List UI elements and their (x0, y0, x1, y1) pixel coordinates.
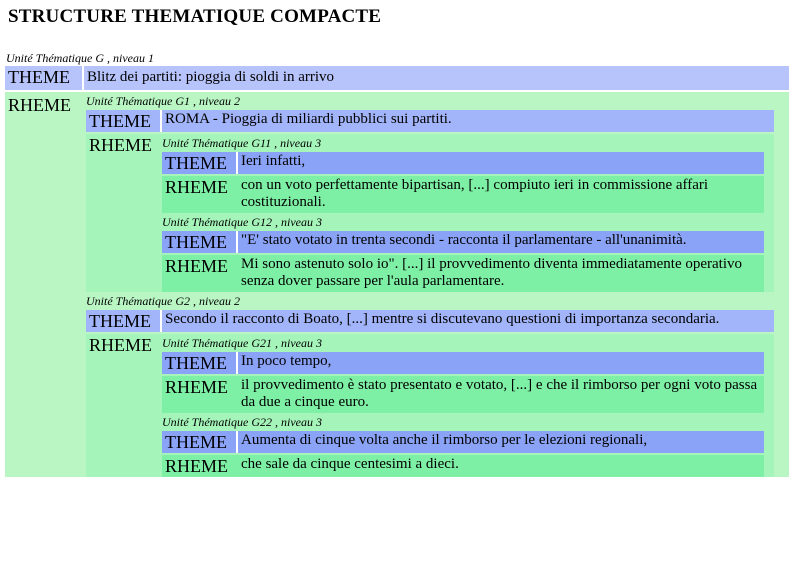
theme-keyword: THEME (86, 310, 162, 332)
page-title: STRUCTURE THEMATIQUE COMPACTE (8, 6, 382, 27)
unit-g2-theme-row (86, 310, 774, 332)
theme-keyword: THEME (86, 110, 162, 132)
unit-g12-rheme-row (162, 255, 764, 292)
unit-g11-label: Unité Thématique G11 , niveau 3 (162, 136, 322, 150)
unit-g1-label: Unité Thématique G1 , niveau 2 (86, 94, 240, 108)
unit-g1-theme-row (86, 110, 774, 132)
unit-g-rheme-content (84, 92, 789, 477)
unit-g11-rheme-text: con un voto perfettamente bipartisan, [...] compiuto ieri in commissione affari costituzionali. (241, 177, 709, 210)
unit-g21-label: Unité Thématique G21 , niveau 3 (162, 336, 322, 350)
theme-keyword: THEME (162, 352, 238, 374)
rheme-keyword: RHEME (89, 135, 152, 155)
unit-g22-rheme-text: che sale da cinque centesimi a dieci. (241, 456, 459, 472)
unit-g12-label: Unité Thématique G12 , niveau 3 (162, 215, 322, 229)
unit-g1-rheme-row (86, 134, 774, 292)
unit-g12-theme-row (162, 231, 764, 253)
unit-g1-rheme-content (162, 134, 774, 292)
unit-g21-theme-text: In poco tempo, (241, 353, 332, 369)
theme-keyword: THEME (162, 431, 238, 453)
unit-g12-theme-text: "E' stato votato in trenta secondi - racconta il parlamentare - all'unanimità. (241, 232, 687, 248)
rheme-keyword: RHEME (165, 456, 228, 476)
unit-g21-rheme-row (162, 376, 764, 413)
unit-g22-label: Unité Thématique G22 , niveau 3 (162, 415, 322, 429)
unit-g2-rheme-row (86, 334, 774, 477)
unit-g21-rheme-text: il provvedimento è stato presentato e votato, [...] e che il rimborso per ogni voto passa da due a cinque euro. (241, 377, 758, 410)
unit-g2-label: Unité Thématique G2 , niveau 2 (86, 294, 240, 308)
unit-g-theme-text: Blitz dei partiti: pioggia di soldi in arrivo (87, 69, 335, 85)
unit-g-theme-row (5, 66, 789, 90)
theme-keyword: THEME (162, 231, 238, 253)
rheme-keyword: RHEME (165, 177, 228, 197)
unit-g22-theme-row (162, 431, 764, 453)
unit-g11-rheme-row (162, 176, 764, 213)
unit-g21-theme-row (162, 352, 764, 374)
unit-g (5, 51, 789, 477)
unit-g11-theme-text: Ieri infatti, (241, 153, 306, 169)
unit-g1-theme-text: ROMA - Pioggia di miliardi pubblici sui partiti. (165, 111, 452, 127)
unit-g2-rheme-content (162, 334, 774, 477)
theme-keyword: THEME (5, 66, 84, 90)
theme-keyword: THEME (162, 152, 238, 174)
rheme-keyword: RHEME (89, 335, 152, 355)
unit-g-label: Unité Thématique G , niveau 1 (6, 51, 154, 65)
unit-g-rheme-row (5, 92, 789, 477)
rheme-keyword: RHEME (165, 256, 228, 276)
unit-g2-theme-text: Secondo il racconto di Boato, [...] mentre si discutevano questioni di importanza secondaria. (165, 311, 720, 327)
rheme-keyword: RHEME (8, 95, 71, 115)
unit-g22-theme-text: Aumenta di cinque volta anche il rimborso per le elezioni regionali, (241, 432, 648, 448)
unit-g22-rheme-row (162, 455, 764, 477)
unit-g11-theme-row (162, 152, 764, 174)
unit-g12-rheme-text: Mi sono astenuto solo io". [...] il provvedimento diventa immediatamente operativo senza dover passare per l'aula parlamentare. (241, 256, 743, 289)
rheme-keyword: RHEME (165, 377, 228, 397)
